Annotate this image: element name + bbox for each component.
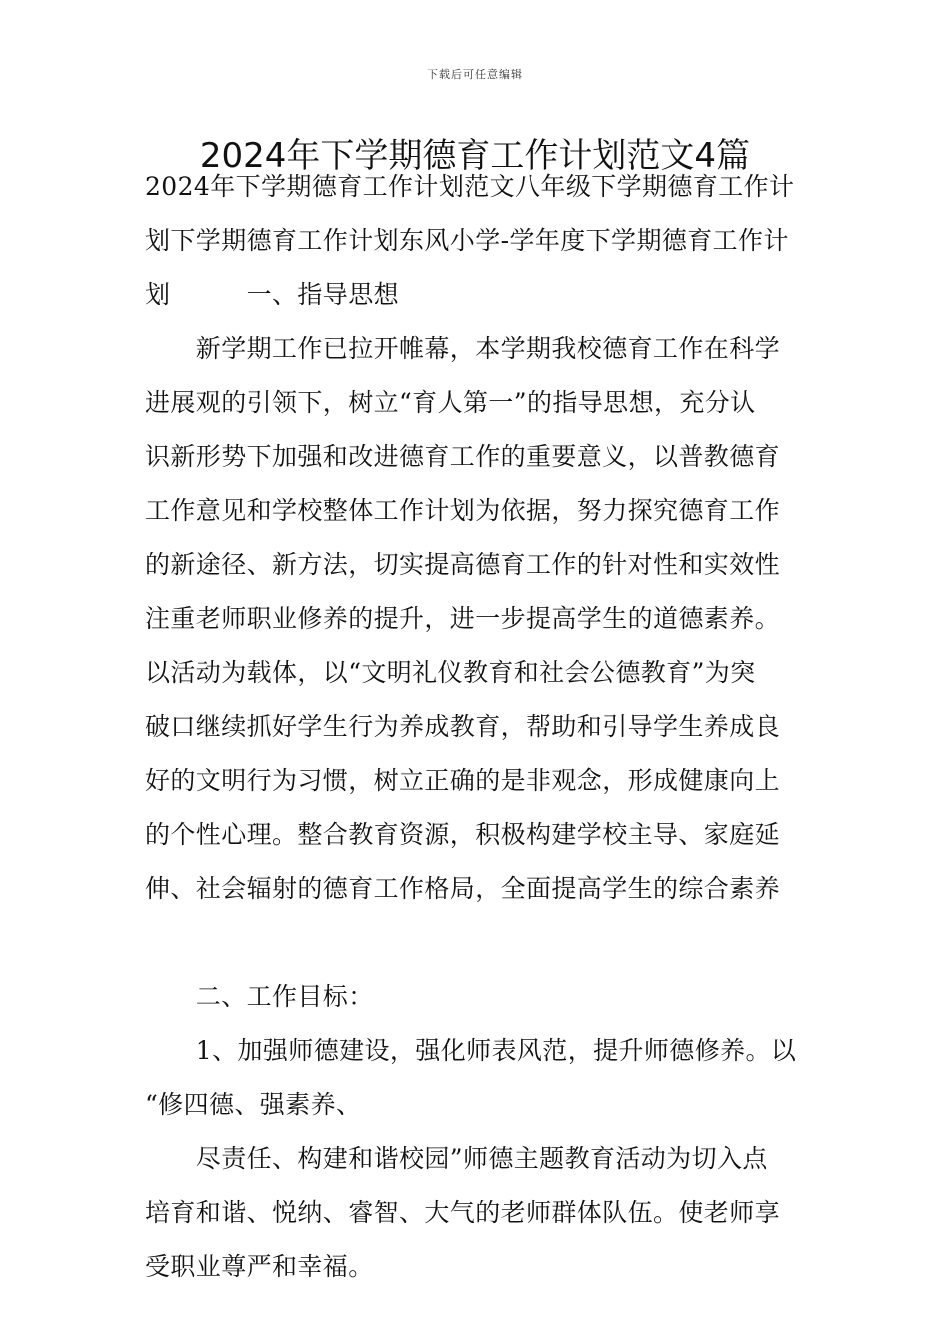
body-line: 培育和谐、悦纳、睿智、大气的老师群体队伍。使老师享 xyxy=(145,1198,781,1227)
body-line: 注重老师职业修养的提升，进一步提高学生的道德素养。 xyxy=(145,604,781,633)
document-body xyxy=(145,160,809,1294)
paragraph-gap xyxy=(145,916,809,970)
body-line: 以活动为载体，以“文明礼仪教育和社会公德教育”为突 xyxy=(145,658,756,687)
body-line: “修四德、强素养、 xyxy=(145,1090,362,1119)
body-line: 1、加强师德建设，强化师表风范，提升师德修养。以 xyxy=(145,1036,797,1065)
body-line: 划 一、指导思想 xyxy=(145,280,400,309)
body-line: 受职业尊严和幸福。 xyxy=(145,1252,374,1281)
body-line: 破口继续抓好学生行为养成教育，帮助和引导学生养成良 xyxy=(145,712,781,741)
body-line: 工作意见和学校整体工作计划为依据，努力探究德育工作 xyxy=(145,496,781,525)
body-line: 进展观的引领下，树立“育人第一”的指导思想，充分认 xyxy=(145,388,756,417)
body-line: 尽责任、构建和谐校园”师德主题教育活动为切入点 xyxy=(145,1144,768,1173)
body-line: 好的文明行为习惯，树立正确的是非观念，形成健康向上 xyxy=(145,766,781,795)
document-title: 2024年下学期德育工作计划范文4篇 xyxy=(199,136,751,176)
body-line: 伸、社会辐射的德育工作格局，全面提高学生的综合素养 xyxy=(145,874,781,903)
header-note: 下载后可任意编辑 xyxy=(427,68,523,81)
body-line: 划下学期德育工作计划东风小学-学年度下学期德育工作计 xyxy=(145,226,789,255)
body-line: 的个性心理。整合教育资源，积极构建学校主导、家庭延 xyxy=(145,820,781,849)
section-heading: 二、工作目标： xyxy=(145,982,374,1011)
body-line: 新学期工作已拉开帷幕，本学期我校德育工作在科学 xyxy=(145,334,781,363)
body-line: 的新途径、新方法，切实提高德育工作的针对性和实效性 xyxy=(145,550,781,579)
body-line: 识新形势下加强和改进德育工作的重要意义，以普教德育 xyxy=(145,442,781,471)
body-line: 2024年下学期德育工作计划范文八年级下学期德育工作计 xyxy=(145,172,795,201)
